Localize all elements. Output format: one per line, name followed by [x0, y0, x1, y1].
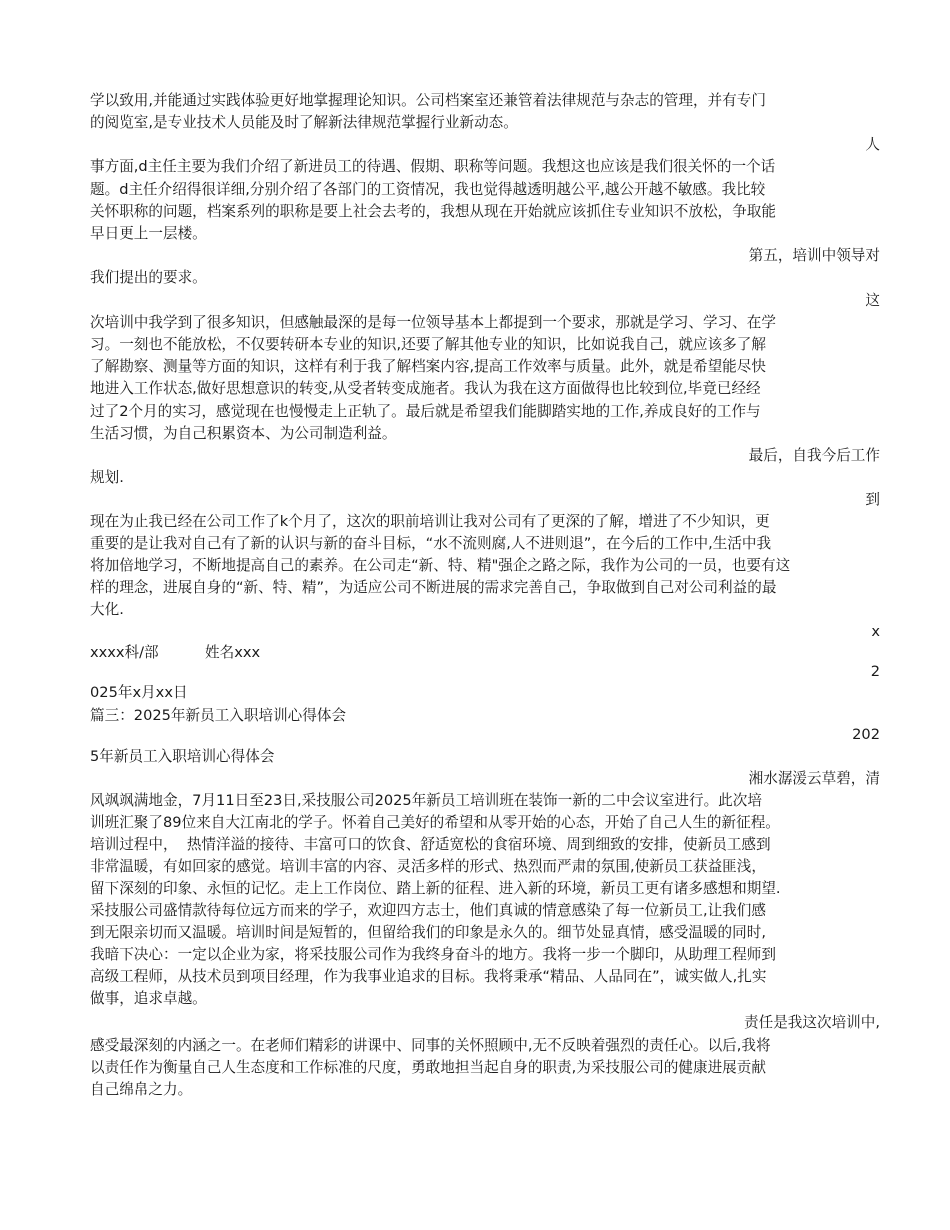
text-line: 学以致用,并能通过实践体验更好地掌握理论知识。公司档案室还兼管着法律规范与杂志的管理，并有专门	[90, 92, 766, 109]
text-line: 采技服公司盛情款待每位远方而来的学子，欢迎四方志士，他们真诚的情意感染了每一位新员工,让我们感	[90, 902, 766, 919]
text-line: 自己绵帛之力。	[90, 1081, 193, 1098]
text-line: 非常温暖，有如回家的感觉。培训丰富的内容、灵活多样的形式、热烈而严肃的氛围,使新员工获益匪浅，	[90, 858, 766, 875]
signature-line: xxxx科/部 姓名xxx	[90, 644, 261, 661]
text-line: x	[871, 623, 880, 640]
text-line: 题。d主任介绍得很详细,分别介绍了各部门的工资情况，我也觉得越透明越公平,越公开越不敏感。我比较	[90, 181, 766, 198]
text-line: 早日更上一层楼。	[90, 225, 207, 242]
text-line: 了解勘察、测量等方面的知识，这样有利于我了解档案内容,提高工作效率与质量。此外，就是希望能尽快	[90, 358, 766, 375]
text-line: 过了2个月的实习，感觉现在也慢慢走上正轨了。最后就是希望我们能脚踏实地的工作,养成良好的工作与	[90, 403, 761, 420]
text-line: 风飒飒满地金，7月11日至23日,采技服公司2025年新员工培训班在装饰一新的二中会议室进行。此次培	[90, 792, 762, 809]
text-line: 规划.	[90, 469, 124, 486]
text-line: 我们提出的要求。	[90, 269, 207, 286]
text-line: 做事，追求卓越。	[90, 990, 207, 1007]
section-heading: 篇三：2025年新员工入职培训心得体会	[90, 707, 347, 724]
section-title: 5年新员工入职培训心得体会	[90, 748, 275, 765]
text-line: 2	[870, 663, 880, 680]
text-line: 高级工程师，从技术员到项目经理，作为我事业追求的目标。我将秉承“精品、人品同在”，诚实做人,扎实	[90, 968, 767, 985]
text-line: 大化.	[90, 601, 124, 618]
text-line: 训班汇聚了89位来自大江南北的学子。怀着自己美好的希望和从零开始的心态，开始了自己人生的新征程。	[90, 814, 780, 831]
text-line: 关怀职称的问题，档案系列的职称是要上社会去考的，我想从现在开始就应该抓住专业知识不放松，争取能	[90, 203, 776, 220]
date-line: 025年x月xx日	[90, 684, 188, 701]
text-line: 现在为止我已经在公司工作了k个月了，这次的职前培训让我对公司有了更深的了解，增进了不少知识，更	[90, 513, 770, 530]
text-line: 我暗下决心：一定以企业为家，将采技服公司作为我终身奋斗的地方。我将一步一个脚印，从助理工程师到	[90, 946, 776, 963]
text-line: 202	[852, 726, 880, 743]
text-line: 事方面,d主任主要为我们介绍了新进员工的待遇、假期、职称等问题。我想这也应该是我们很关怀的一个话	[90, 158, 776, 175]
text-line: 的阅览室,是专业技术人员能及时了解新法律规范掌握行业新动态。	[90, 114, 518, 131]
text-line: 将加倍地学习，不断地提高自己的素养。在公司走“新、特、精"强企之路之际，我作为公司的一员，也要有这	[90, 557, 791, 574]
text-line: 重要的是让我对自己有了新的认识与新的奋斗目标，“水不流则腐,人不进则退”，在今后的工作中,生活中我	[90, 535, 772, 552]
text-line: 培训过程中， 热情洋溢的接待、丰富可口的饮食、舒适宽松的食宿环境、周到细致的安排，使新员工感到	[90, 836, 771, 853]
text-line: 最后，自我今后工作	[748, 447, 880, 464]
text-line: 到无限亲切而又温暖。培训时间是短暂的，但留给我们的印象是永久的。细节处显真情，感受温暖的同时,	[90, 924, 766, 941]
text-line: 湘水潺湲云草碧，清	[748, 770, 880, 787]
text-line: 这	[865, 292, 880, 309]
text-line: 第五，培训中领导对	[748, 247, 880, 264]
text-line: 感受最深刻的内涵之一。在老师们精彩的讲课中、同事的关怀照顾中,无不反映着强烈的责任心。以后,我将	[90, 1037, 771, 1054]
text-line: 地进入工作状态,做好思想意识的转变,从受者转变成施者。我认为我在这方面做得也比较到位,毕竟已经经	[90, 380, 761, 397]
text-line: 次培训中我学到了很多知识，但感触最深的是每一位领导基本上都提到一个要求，那就是学习、学习、在学	[90, 314, 776, 331]
text-line: 样的理念，进展自身的“新、特、精”，为适应公司不断进展的需求完善自己，争取做到自己对公司利益的最	[90, 579, 777, 596]
text-line: 到	[865, 491, 880, 508]
text-line: 以责任作为衡量自己人生态度和工作标准的尺度，勇敢地担当起自身的职责,为采技服公司的健康进展贡献	[90, 1059, 766, 1076]
text-line: 留下深刻的印象、永恒的记忆。走上工作岗位、踏上新的征程、进入新的环境，新员工更有诸多感想和期望.	[90, 880, 781, 897]
text-line: 习。一刻也不能放松，不仅要转研本专业的知识,还要了解其他专业的知识，比如说我自己，就应该多了解	[90, 336, 766, 353]
text-line: 生活习惯，为自己积累资本、为公司制造利益。	[90, 425, 397, 442]
text-line: 责任是我这次培训中,	[744, 1014, 880, 1031]
text-line: 人	[865, 136, 880, 153]
